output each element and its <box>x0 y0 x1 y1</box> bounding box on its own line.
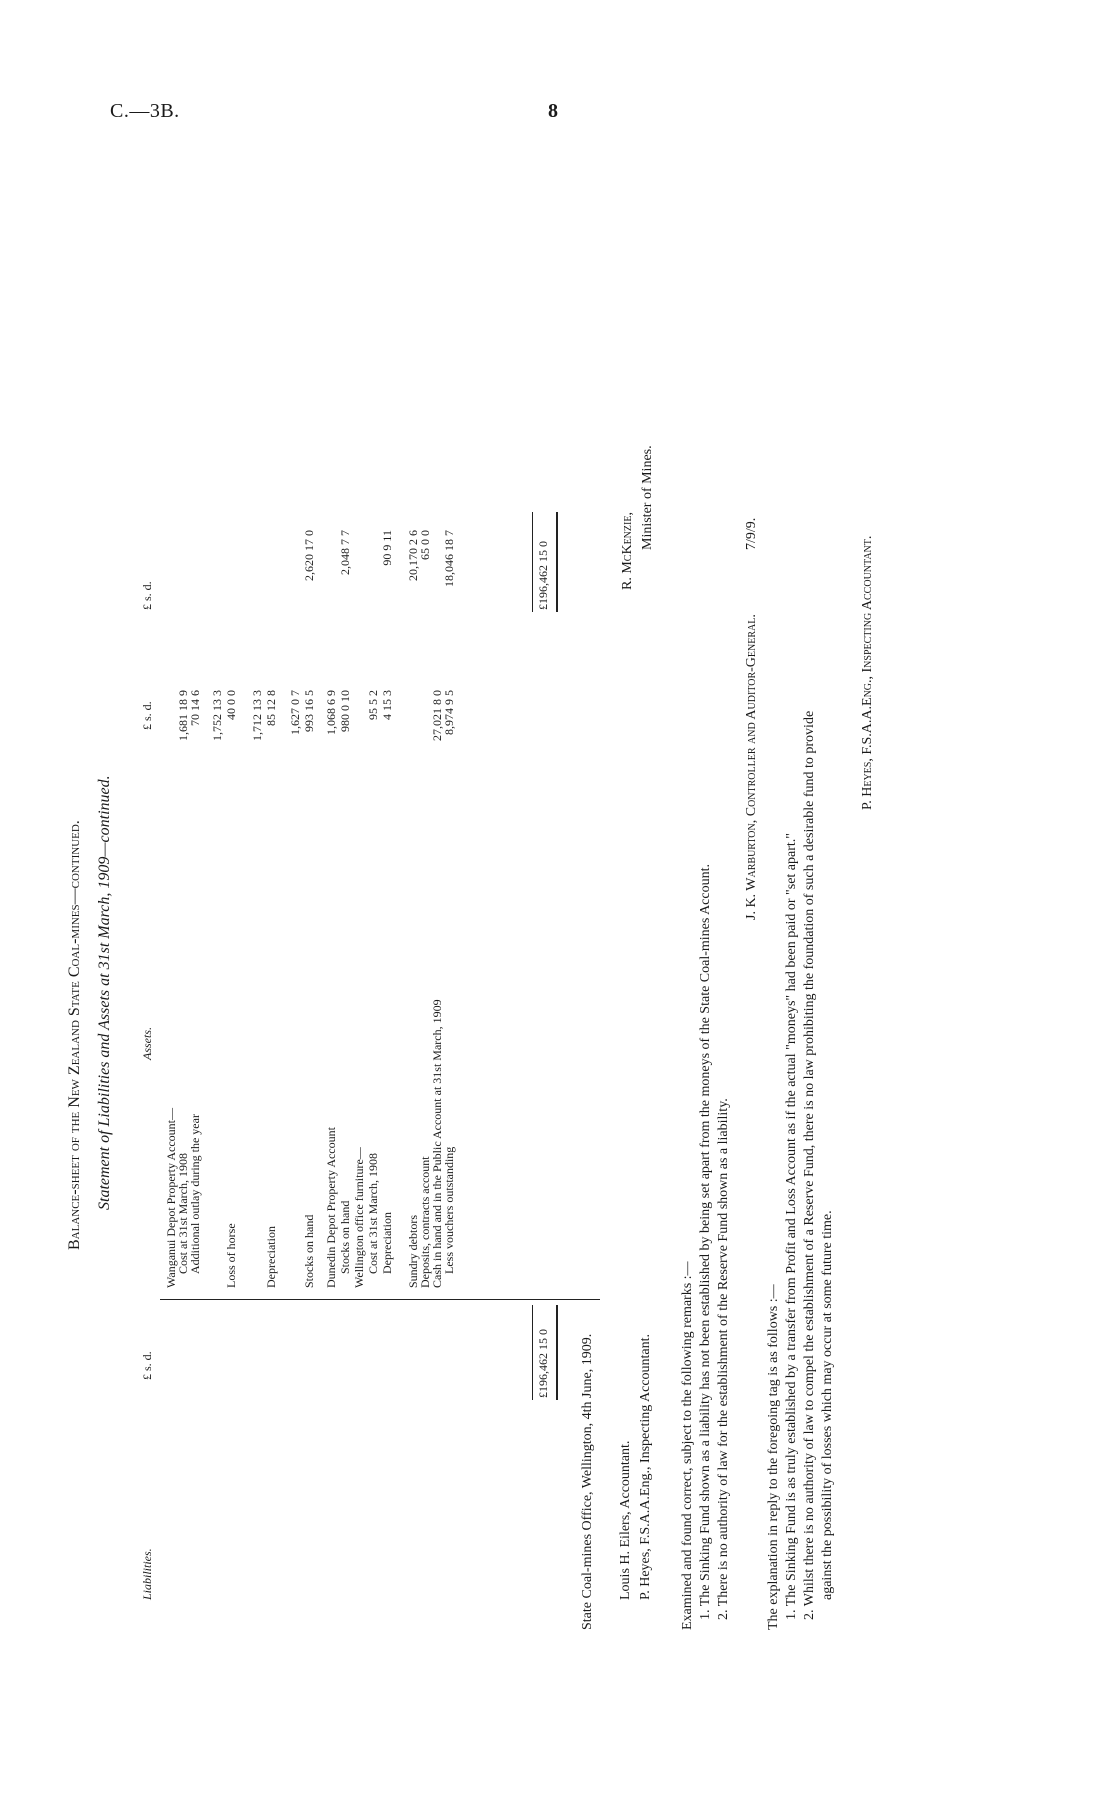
asset-line-amount: 40 0 0 <box>224 690 238 720</box>
asset-line-subtotal: 18,046 18 7 <box>442 530 456 587</box>
asset-line-label: Depreciation <box>264 1226 278 1288</box>
asset-line-label: Sundry debtors <box>406 1215 420 1288</box>
asset-line-label: Cash in hand and in the Public Account at 31st March, 1909 <box>430 999 444 1288</box>
liabilities-currency-header: £ s. d. <box>140 1351 154 1380</box>
asset-line-amount: 70 14 6 <box>188 690 202 726</box>
explanation-2: 2. Whilst there is no authority of law to compel the establishment of a Reserve Fund, there is no law prohibiting the foundation of such a desirable fund to provide <box>802 710 817 1620</box>
asset-line-label: Deposits, contracts account <box>418 1156 432 1288</box>
asset-line-subtotal: 65 0 0 <box>418 530 432 560</box>
asset-line-label: Less vouchers outstanding <box>442 1146 456 1274</box>
auditor-signature: J. K. Warburton, Controller and Auditor-General. <box>744 614 759 920</box>
asset-line-amount: 85 12 8 <box>264 690 278 726</box>
asset-line-amount: 8,974 9 5 <box>442 690 456 735</box>
remarks-intro: Examined and found correct, subject to the following remarks :— <box>680 1261 695 1630</box>
liabilities-heading: Liabilities. <box>140 1548 154 1600</box>
asset-line-amount: 1,068 6 9 <box>324 690 338 735</box>
assets-total-rule <box>532 512 533 612</box>
asset-line-label: Cost at 31st March, 1908 <box>176 1153 190 1274</box>
asset-line-subtotal: 2,048 7 7 <box>338 530 352 575</box>
asset-line-label: Additional outlay during the year <box>188 1114 202 1274</box>
asset-line-amount: 1,712 13 3 <box>250 690 264 741</box>
asset-line-amount: 993 16 5 <box>302 690 316 732</box>
asset-line-amount: 980 0 10 <box>338 690 352 732</box>
asset-line-subtotal: 90 9 11 <box>380 530 394 566</box>
page-number: 8 <box>548 100 559 122</box>
asset-line-label: Wellington office furniture— <box>352 1147 366 1288</box>
assets-currency-header-1: £ s. d. <box>140 701 154 730</box>
explanation-1: 1. The Sinking Fund is as truly established by a transfer from Profit and Loss Account as if the actual "moneys" had been paid or "set apart." <box>784 833 799 1620</box>
remark-2: 2. There is no authority of law for the establishment of the Reserve Fund shown as a liability. <box>716 1098 731 1620</box>
asset-line-label: Stocks on hand <box>302 1214 316 1288</box>
asset-line-label: Stocks on hand <box>338 1200 352 1274</box>
signatory-heyes: P. Heyes, F.S.A.A.Eng., Inspecting Accountant. <box>638 1333 653 1600</box>
asset-line-subtotal: 2,620 17 0 <box>302 530 316 581</box>
explanation-intro: The explanation in reply to the foregoing tag is as follows :— <box>766 1284 781 1630</box>
auditor-date: 7/9/9. <box>744 517 759 550</box>
asset-line-label: Cost at 31st March, 1908 <box>366 1153 380 1274</box>
asset-line-amount: 1,752 13 3 <box>210 690 224 741</box>
explanation-3: against the possibility of losses which may occur at some future time. <box>820 1210 835 1600</box>
assets-total: £196,462 15 0 <box>536 541 550 610</box>
assets-heading: Assets. <box>140 1027 154 1060</box>
asset-line-amount: 95 5 2 <box>366 690 380 720</box>
explanation-signature: P. Heyes, F.S.A.A.Eng., Inspecting Accountant. <box>860 535 875 810</box>
document-code: C.—3B. <box>110 100 180 122</box>
asset-line-label: Wanganui Depot Property Account— <box>164 1108 178 1288</box>
sheet-subtitle: Statement of Liabilities and Assets at 31st March, 1909—continued. <box>96 775 113 1210</box>
sheet-title: Balance-sheet of the New Zealand State Coal-mines—continued. <box>66 820 83 1250</box>
asset-line-label: Loss of horse <box>224 1223 238 1288</box>
asset-line-amount: 4 15 3 <box>380 690 394 720</box>
asset-line-label: Dunedin Depot Property Account <box>324 1127 338 1288</box>
assets-total-double-rule <box>556 512 558 612</box>
asset-line-subtotal: 20,170 2 6 <box>406 530 420 581</box>
signatory-eilers: Louis H. Eilers, Accountant. <box>618 1440 633 1600</box>
assets-currency-header-2: £ s. d. <box>140 581 154 610</box>
asset-line-amount: 27,021 8 0 <box>430 690 444 741</box>
liabilities-total: £196,462 15 0 <box>536 1329 550 1398</box>
signatory-mckenzie-name: R. McKenzie, <box>620 512 635 590</box>
office-line: State Coal-mines Office, Wellington, 4th June, 1909. <box>580 1333 595 1630</box>
asset-line-amount: 1,627 0 7 <box>288 690 302 735</box>
liabilities-total-double-rule <box>556 1305 558 1400</box>
liabilities-total-rule <box>532 1305 533 1400</box>
column-divider <box>160 1299 600 1300</box>
remark-1: 1. The Sinking Fund shown as a liability has not been established by being set apart from the moneys of the State Coal-mines Account. <box>698 864 713 1620</box>
rotated-balance-sheet <box>60 140 1060 1680</box>
signatory-mckenzie-title: Minister of Mines. <box>640 445 655 550</box>
asset-line-amount: 1,681 18 9 <box>176 690 190 741</box>
asset-line-label: Depreciation <box>380 1212 394 1274</box>
